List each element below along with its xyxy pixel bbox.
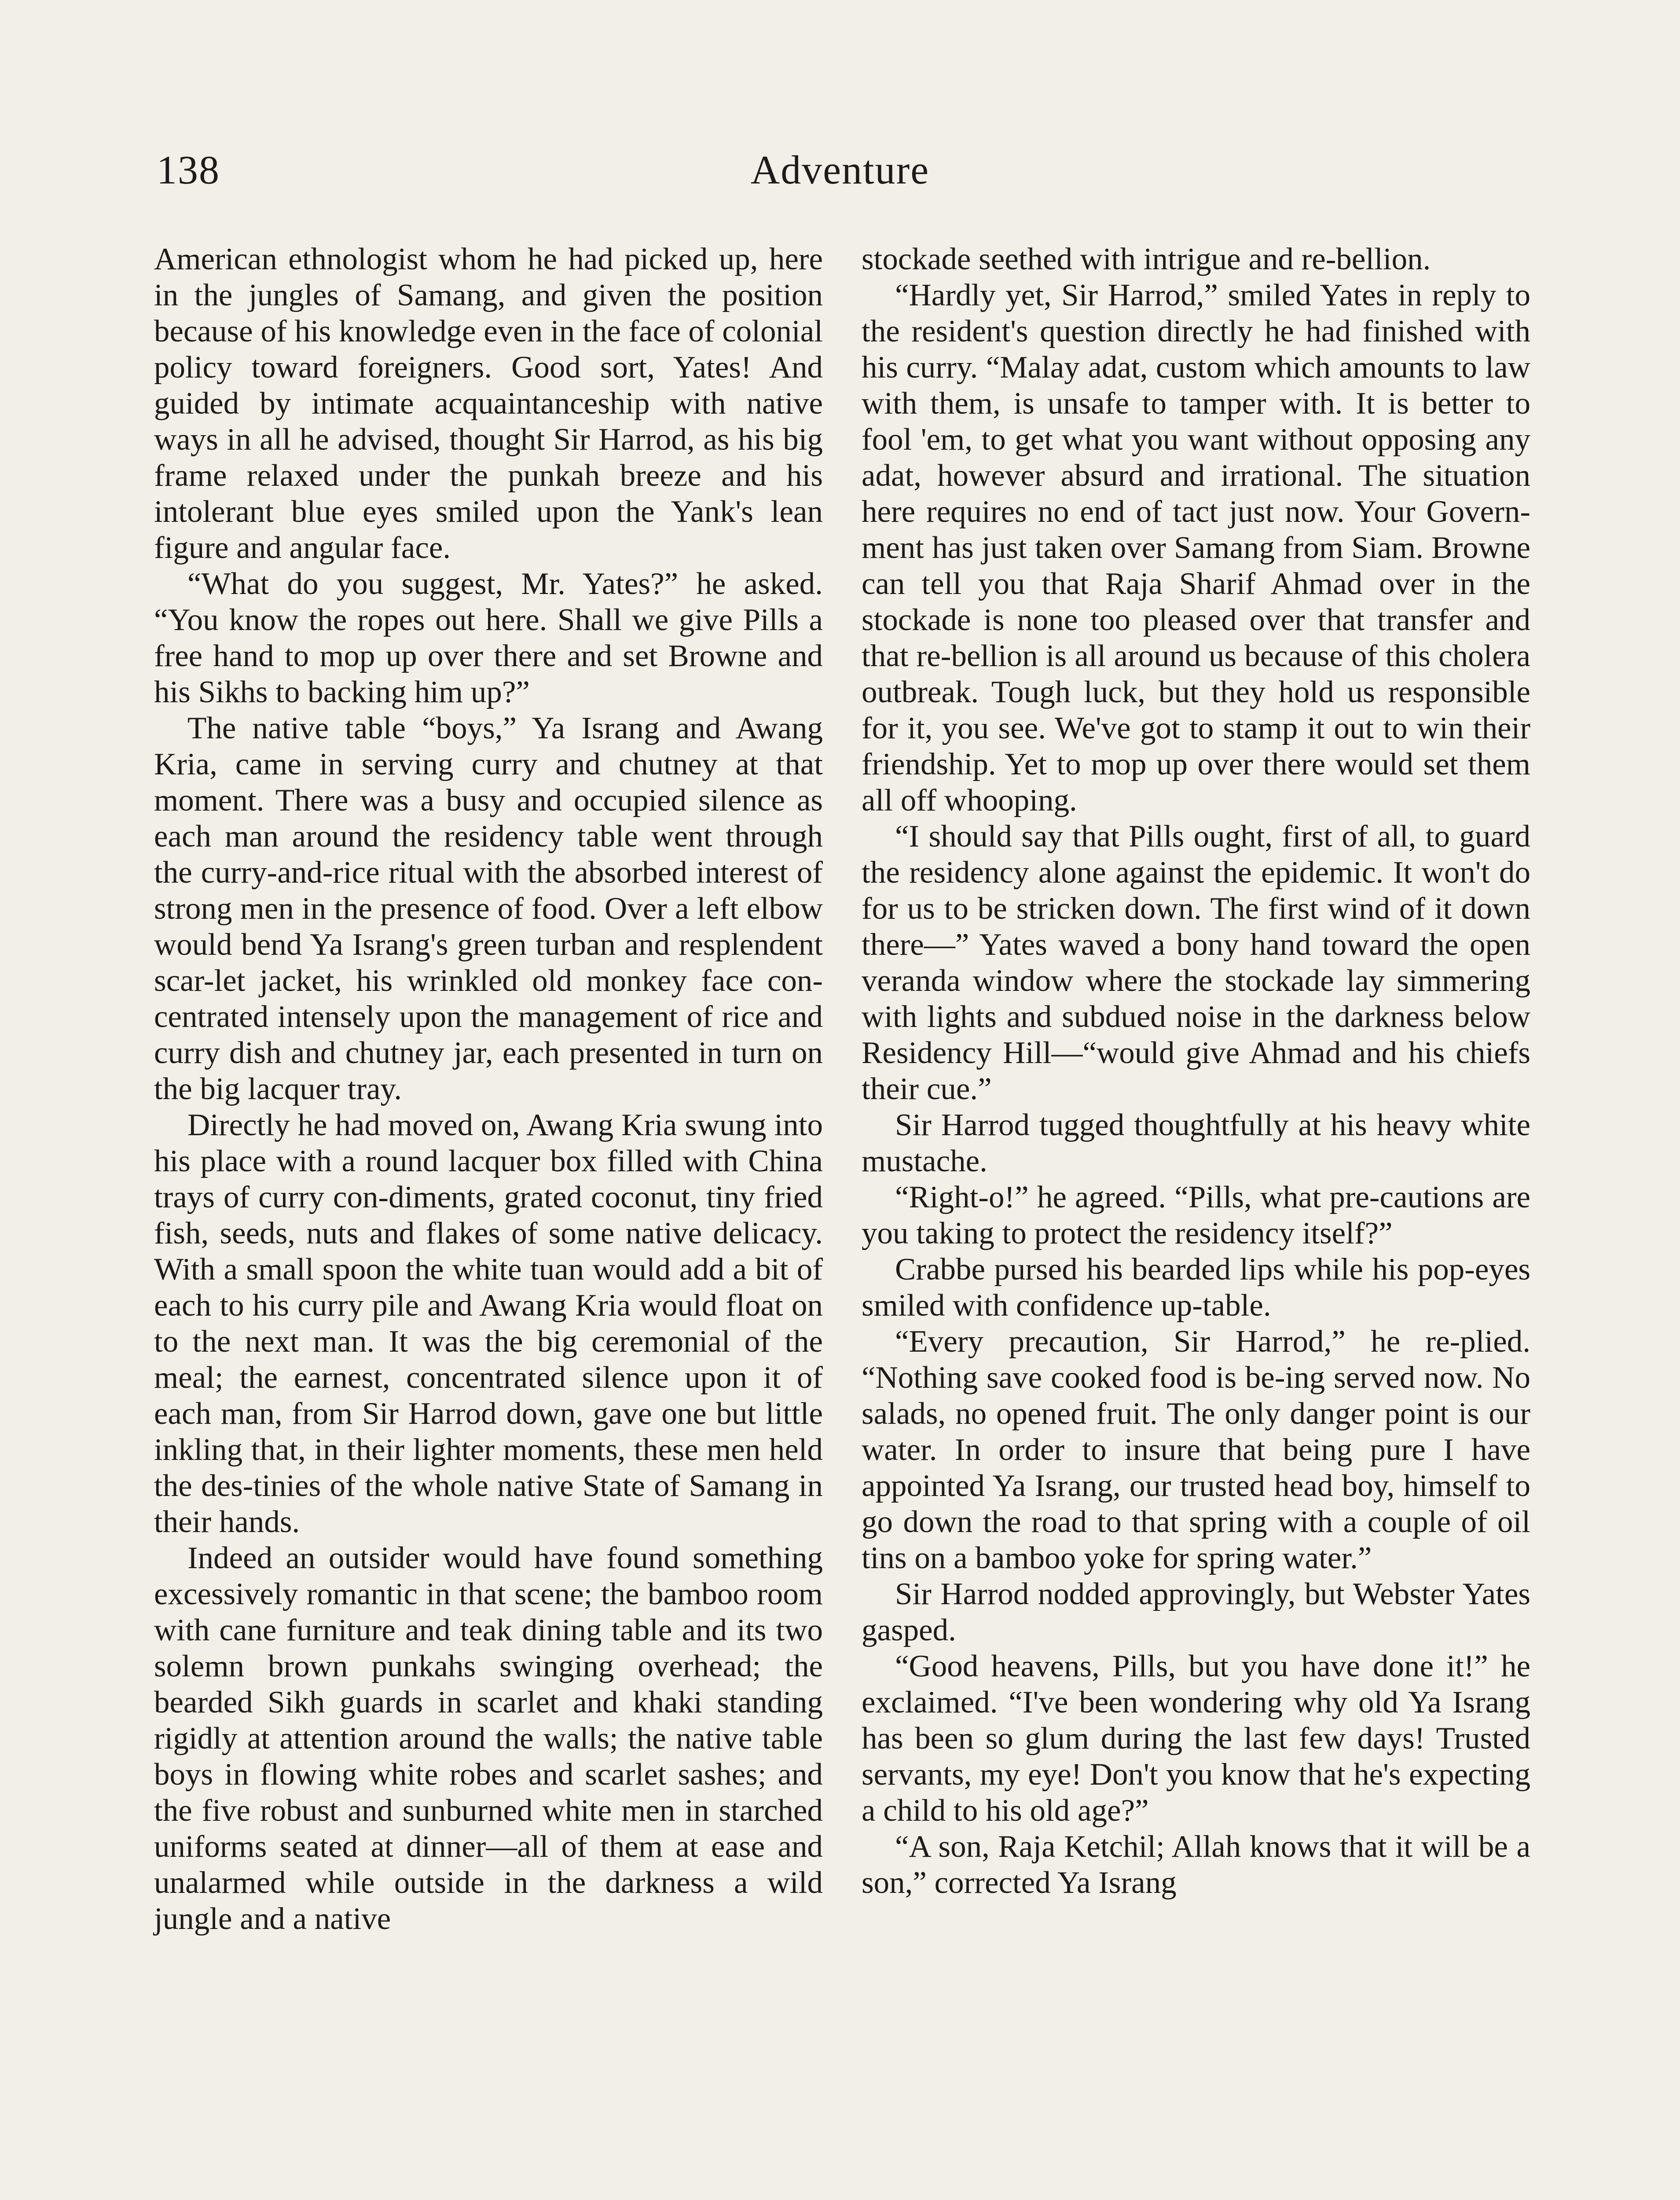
- paragraph: American ethnologist whom he had picked up, here in the jungles of Samang, and given the position because of his knowledge even in the face of colonial policy toward foreigners. Good sort, Yates! And guided by intimate acquaintanceship with native ways in all he advised, thought Sir Harrod, as his big frame relaxed under the punkah breeze and his intolerant blue eyes smiled upon the Yank's lean figure and angular face.: [154, 242, 823, 565]
- right-column: [862, 241, 1530, 2200]
- paragraph: “I should say that Pills ought, first of all, to guard the residency alone against the epidemic. It won't do for us to be stricken down. The first wind of it down there—” Yates waved a bony hand toward the open veranda window where the stockade lay simmering with lights and subdued noise in the darkness below Residency Hill—“would give Ahmad and his chiefs their cue.”: [862, 819, 1530, 1106]
- paragraph: Indeed an outsider would have found something excessively romantic in that scene; the bamboo room with cane furniture and teak dining table and its two solemn brown punkahs swinging overhead; the bearded Sikh guards in scarlet and khaki standing rigidly at attention around the walls; the native table boys in flowing white robes and scarlet sashes; and the five robust and sunburned white men in starched uniforms seated at dinner—all of them at ease and unalarmed while outside in the darkness a wild jungle and a native: [154, 1541, 823, 1936]
- paragraph: Directly he had moved on, Awang Kria swung into his place with a round lacquer box filled with China trays of curry con-diments, grated coconut, tiny fried fish, seeds, nuts and flakes of some native delicacy. With a small spoon the white tuan would add a bit of each to his curry pile and Awang Kria would float on to the next man. It was the big ceremonial of the meal; the earnest, concentrated silence upon it of each man, from Sir Harrod down, gave one but little inkling that, in their lighter moments, these men held the des-tinies of the whole native State of Samang in their hands.: [154, 1108, 823, 1539]
- paragraph: The native table “boys,” Ya Israng and Awang Kria, came in serving curry and chutney at that moment. There was a busy and occupied silence as each man around the residency table went through the curry-and-rice ritual with the absorbed interest of strong men in the presence of food. Over a left elbow would bend Ya Israng's green turban and resplendent scar-let jacket, his wrinkled old monkey face con-centrated intensely upon the management of rice and curry dish and chutney jar, each presented in turn on the big lacquer tray.: [154, 711, 823, 1106]
- paragraph: “Right-o!” he agreed. “Pills, what pre-cautions are you taking to protect the residency itself?”: [862, 1180, 1530, 1250]
- paragraph: Crabbe pursed his bearded lips while his pop-eyes smiled with confidence up-table.: [862, 1252, 1530, 1323]
- paragraph: “What do you suggest, Mr. Yates?” he asked. “You know the ropes out here. Shall we give Pills a free hand to mop up over there and set Browne and his Sikhs to backing him up?”: [154, 567, 823, 709]
- left-column: [154, 241, 823, 2200]
- paragraph: Sir Harrod tugged thoughtfully at his heavy white mustache.: [862, 1108, 1530, 1178]
- page-number: 138: [157, 147, 220, 192]
- paragraph: “Every precaution, Sir Harrod,” he re-plied. “Nothing save cooked food is be-ing served now. No salads, no opened fruit. The only danger point is our water. In order to insure that being pure I have appointed Ya Israng, our trusted head boy, himself to go down the road to that spring with a couple of oil tins on a bamboo yoke for spring water.”: [862, 1324, 1530, 1575]
- running-title: Adventure: [750, 147, 930, 192]
- paragraph: stockade seethed with intrigue and re-bellion.: [862, 242, 1431, 276]
- paragraph: “A son, Raja Ketchil; Allah knows that it will be a son,” corrected Ya Israng: [862, 1830, 1530, 1900]
- paragraph: “Hardly yet, Sir Harrod,” smiled Yates in reply to the resident's question directly he had finished with his curry. “Malay adat, custom which amounts to law with them, is unsafe to tamper with. It is better to fool 'em, to get what you want without opposing any adat, however absurd and irrational. The situation here requires no end of tact just now. Your Govern-ment has just taken over Samang from Siam. Browne can tell you that Raja Sharif Ahmad over in the stockade is none too pleased over that transfer and that re-bellion is all around us because of this cholera outbreak. Tough luck, but they hold us responsible for it, you see. We've got to stamp it out to win their friendship. Yet to mop up over there would set them all off whooping.: [862, 278, 1530, 818]
- paragraph: Sir Harrod nodded approvingly, but Webster Yates gasped.: [862, 1577, 1530, 1647]
- paragraph: “Good heavens, Pills, but you have done it!” he exclaimed. “I've been wondering why old Ya Israng has been so glum during the last few days! Trusted servants, my eye! Don't you know that he's expecting a child to his old age?”: [862, 1649, 1530, 1828]
